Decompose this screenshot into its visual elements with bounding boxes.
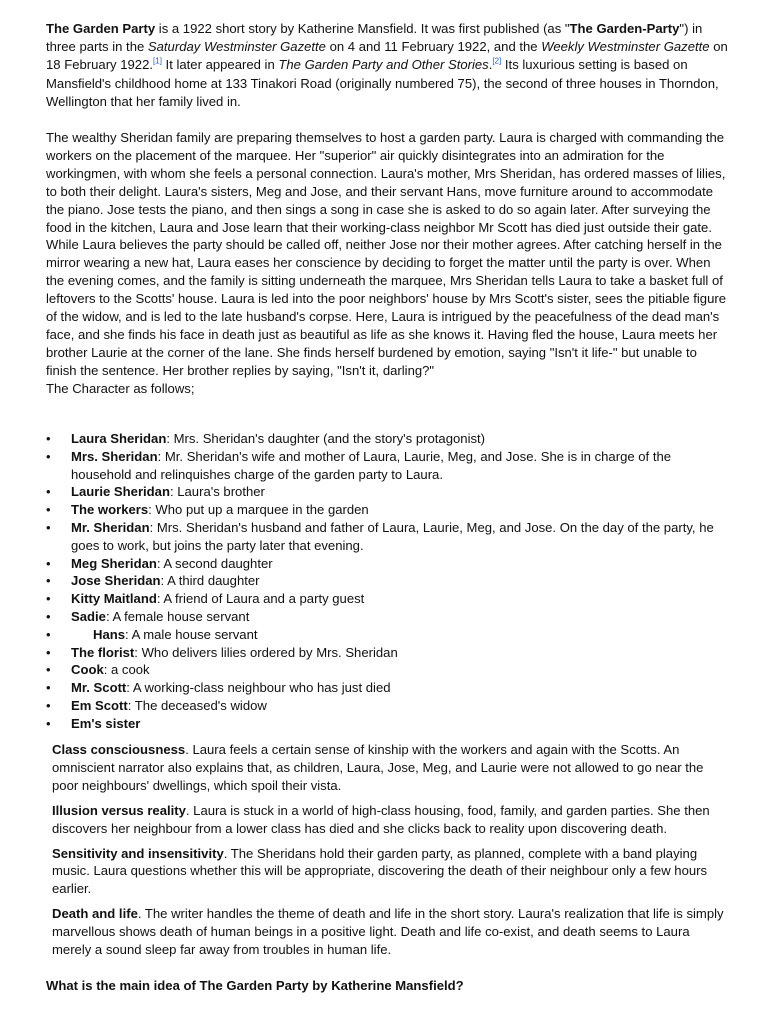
intro-text: is a 1922 short story by Katherine Mansfield. It was first published (as " xyxy=(155,21,570,36)
bullet-icon: • xyxy=(46,608,51,624)
theme-text: . Laura is stuck in a world of high-class housing, food, family, and garden parties. She then discovers her neighbour from a lower class has died and she clicks back to reality upon discovering death. xyxy=(52,802,710,836)
character-item xyxy=(0,608,768,626)
bullet-icon: • xyxy=(46,715,51,731)
character-description: : A male house servant xyxy=(125,626,258,642)
character-item xyxy=(0,483,768,501)
bullet-icon: • xyxy=(46,662,51,678)
character-description: : A female house servant xyxy=(105,608,250,624)
reference-link[interactable]: [2] xyxy=(492,57,502,67)
character-list xyxy=(0,430,768,733)
character-description: ) xyxy=(480,431,486,446)
character-name: Em Scott xyxy=(71,697,128,713)
publication-name: Saturday Westminster Gazette xyxy=(147,39,326,55)
character-description: : A third daughter xyxy=(160,573,260,589)
character-description: : Laura's brother xyxy=(169,484,265,500)
character-name: The florist xyxy=(71,644,135,660)
character-name: Meg Sheridan xyxy=(71,555,157,571)
character-name: Em's sister xyxy=(71,715,141,731)
character-description: : A second daughter xyxy=(156,555,273,571)
bullet-icon: • xyxy=(46,680,51,696)
character-item xyxy=(0,644,768,662)
character-item xyxy=(0,661,768,679)
intro-text: It later appeared in xyxy=(161,57,279,73)
intro-text: on 18 February 1922. xyxy=(46,39,728,73)
theme-title: Death and life xyxy=(52,906,138,922)
story-title: The Garden Party xyxy=(46,21,156,36)
themes-section xyxy=(52,741,732,966)
character-item xyxy=(0,572,768,590)
theme-text: . The writer handles the theme of death and life in the short story. Laura's realization that life is simply marvellous shows death of human beings in a positive light. Death and life co-exist, and death seems to Laura merely a sound sleep far away from troubles in human life. xyxy=(52,906,724,958)
character-description: in the garden xyxy=(288,502,369,518)
intro-text: Its luxurious setting is based on Mansfield's childhood home at 133 Tinakori Road (originally numbered 75), the second of three houses in Thorndon, Wellington that her family lived in. xyxy=(46,57,719,109)
theme-text: . The Sheridans hold their garden party, as planned, complete with a band playing music. Laura questions whether this will be appropriate, discovering the death of their neighbour only a few hours earlier. xyxy=(52,845,708,897)
intro-text: on 4 and 11 February 1922, and the xyxy=(325,39,542,55)
character-name: Mr. Sheridan xyxy=(71,519,150,535)
character-name: Cook xyxy=(71,662,104,678)
character-item xyxy=(0,519,768,555)
bullet-icon: • xyxy=(46,519,51,535)
intro-paragraph xyxy=(46,20,728,111)
character-description: : Who put up a xyxy=(148,502,237,518)
character-name: Jose Sheridan xyxy=(71,573,161,589)
character-description: : Mrs. Sheridan's daughter (and the story's xyxy=(166,431,416,446)
theme-paragraph xyxy=(52,741,732,795)
character-description: : A working-class neighbour who has just died xyxy=(126,680,391,696)
character-item xyxy=(0,697,768,715)
theme-title: Sensitivity and insensitivity xyxy=(52,845,224,861)
reference-link[interactable]: [1] xyxy=(153,57,162,67)
theme-paragraph xyxy=(52,845,732,899)
intro-text: . xyxy=(488,57,493,73)
character-item xyxy=(0,555,768,573)
character-name: The workers xyxy=(71,502,149,518)
bullet-icon: • xyxy=(46,484,51,500)
intro-text: ") in three parts in the xyxy=(46,21,703,55)
character-name: Mrs. Sheridan xyxy=(71,448,158,464)
character-item xyxy=(0,430,768,448)
character-name: Laura Sheridan xyxy=(71,431,167,446)
book-title: The Garden Party and Other Stories xyxy=(278,57,489,73)
character-description: protagonist xyxy=(415,431,481,446)
character-description: : a cook xyxy=(103,662,150,678)
character-description: : The deceased's widow xyxy=(127,697,267,713)
bullet-icon: • xyxy=(46,697,51,713)
character-description: : A friend of Laura and a party guest xyxy=(156,591,365,607)
bullet-icon: • xyxy=(46,573,51,589)
theme-paragraph xyxy=(52,802,732,838)
character-item xyxy=(0,501,768,519)
alt-title: The Garden-Party xyxy=(569,21,680,36)
plot-paragraph: The wealthy Sheridan family are preparing themselves to host a garden party. Laura is charged with commanding the workers on the placement of the marquee. Her "superior" air quickly disintegrates into an admiration for the workingmen, with whom she feels a personal connection. Laura's mother, Mrs Sheridan, has ordered masses of lilies, to both their delight. Laura's sisters, Meg and Jose, and their servant Hans, move furniture around to accommodate the piano. Jose tests the piano, and then sings a song in case she is asked to do so again later. After surveying the food in the kitchen, Laura and Jose learn that their working-class neighbor Mr Scott has died just outside their gate. While Laura believes the party should be called off, neither Jose nor their mother agrees. After catching herself in the mirror wearing a new hat, Laura eases her conscience by deciding to forget the matter until the party is over. When the evening comes, and the family is sitting underneath the marquee, Mrs Sheridan tells Laura to take a basket full of leftovers to the Scotts' house. Laura is led into the poor neighbors' house by Mrs Scott's sister, sees the pitiable figure of the widow, and is led to the late husband's corpse. Here, Laura is intrigued by the peacefulness of the dead man's face, and she finds his face in death just as beautiful as life as she knows it. Having fled the house, Laura meets her brother Laurie at the corner of the lane. She finds herself burdened by emotion, saying "Isn't it life-" but unable to finish the sentence. Her brother replies by saying, "Isn't it, darling?" xyxy=(46,130,727,378)
character-description: : Mrs. Sheridan's husband and father of Laura, Laurie, Meg, and Jose. On the day of the party, he goes to work, but joins the party later that evening. xyxy=(71,519,714,553)
theme-title: Class consciousness xyxy=(52,742,186,757)
theme-paragraph xyxy=(52,905,732,959)
theme-text: . Laura feels a certain sense of kinship with the workers and again with the Scotts. An omniscient narrator also explains that, as children, Laura, Jose, Meg, and Laurie were not allowed to go near the poor neighbours' dwellings, which spoil their vista. xyxy=(52,742,704,793)
character-item xyxy=(0,715,768,733)
character-name: Kitty Maitland xyxy=(71,591,157,607)
bullet-icon: • xyxy=(46,626,51,642)
character-name: Sadie xyxy=(71,608,106,624)
bullet-icon: • xyxy=(46,555,51,571)
character-description: marquee xyxy=(236,502,289,518)
publication-name: Weekly Westminster Gazette xyxy=(541,39,710,55)
bullet-icon: • xyxy=(46,591,51,607)
characters-intro: The Character as follows; xyxy=(46,380,195,396)
character-description: : Mr. Sheridan's wife and mother of Laura, Laurie, Meg, and Jose. She is in charge of the household and relinquishes charge of the garden party to Laura. xyxy=(71,448,672,482)
bullet-icon: • xyxy=(46,502,51,518)
character-description: : Who delivers lilies ordered by Mrs. Sheridan xyxy=(134,644,398,660)
bullet-icon: • xyxy=(46,431,51,446)
theme-title: Illusion versus reality xyxy=(52,802,186,818)
bullet-icon: • xyxy=(46,448,51,464)
character-name: Mr. Scott xyxy=(71,680,127,696)
bullet-icon: • xyxy=(46,644,51,660)
plot-section xyxy=(46,129,728,398)
character-item xyxy=(0,448,768,484)
character-name: Hans xyxy=(93,626,126,642)
character-item xyxy=(0,590,768,608)
character-item xyxy=(0,626,768,644)
character-item xyxy=(0,679,768,697)
question-heading: What is the main idea of The Garden Party by Katherine Mansfield? xyxy=(46,978,464,993)
character-name: Laurie Sheridan xyxy=(71,484,170,500)
